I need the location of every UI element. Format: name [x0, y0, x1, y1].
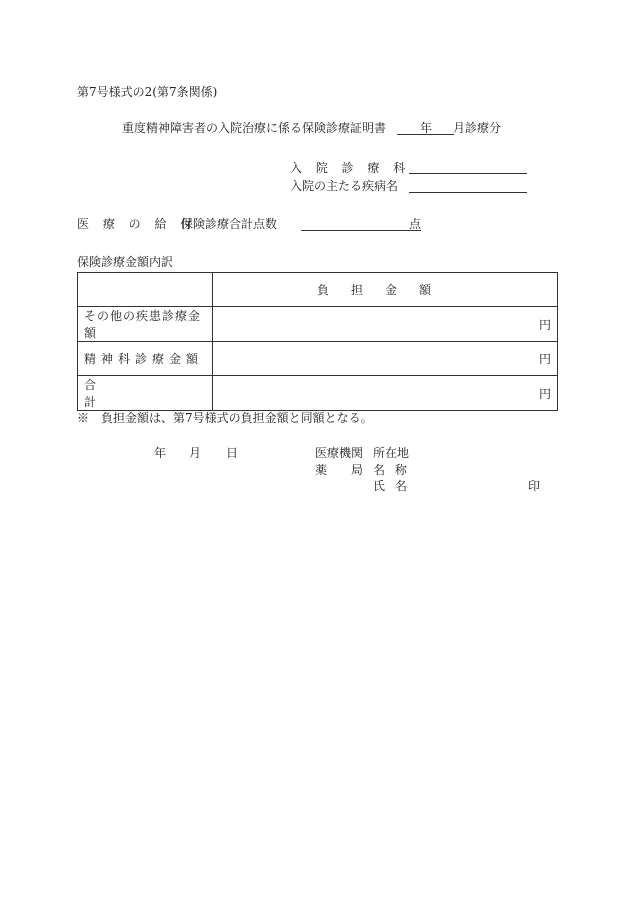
seal-mark: 印 [528, 479, 541, 493]
disease-label: 入院の主たる疾病名 [290, 179, 399, 193]
row-label: 合計 [78, 376, 213, 411]
period-month: 月診療分 [453, 121, 502, 135]
date-month: 月 [189, 446, 202, 460]
address-label: 所在地 [373, 446, 410, 460]
name-label: 名 称 [373, 463, 410, 477]
person-label: 氏 名 [373, 479, 410, 493]
table-row [78, 342, 558, 376]
department-label: 入 院 診 療 科 [290, 161, 411, 175]
document-title: 重度精神障害者の入院治療に係る保険診療証明書 [122, 121, 387, 135]
date-day: 日 [226, 446, 239, 460]
amount-cell[interactable]: 円 [213, 342, 558, 376]
disease-field[interactable] [409, 192, 527, 193]
table-row [78, 307, 558, 342]
department-field[interactable] [409, 173, 527, 174]
date-year: 年 [154, 446, 167, 460]
points-label: 保険診療合計点数 [181, 217, 278, 231]
period-year: 年 [420, 121, 433, 135]
amount-cell[interactable]: 円 [213, 376, 558, 411]
row-label: その他の疾患診療金額 [78, 307, 213, 342]
row-label: 精神科診療金額 [78, 342, 213, 376]
breakdown-table [77, 272, 558, 411]
breakdown-title: 保険診療金額内訳 [77, 255, 174, 269]
form-number: 第7号様式の2(第7条関係) [77, 85, 218, 99]
points-field[interactable] [301, 230, 421, 231]
table-row [78, 376, 558, 411]
points-unit: 点 [409, 217, 422, 231]
benefit-label: 医 療 の 給 付 [77, 217, 198, 231]
header-burden-amount: 負担金額 [213, 273, 558, 307]
institution-label: 医療機関 [315, 446, 364, 460]
amount-cell[interactable]: 円 [213, 307, 558, 342]
pharmacy-label: 薬 局 [315, 463, 364, 477]
note: ※ 負担金額は、第7号様式の負担金額と同額となる。 [77, 411, 373, 425]
table-header-row [78, 273, 558, 307]
